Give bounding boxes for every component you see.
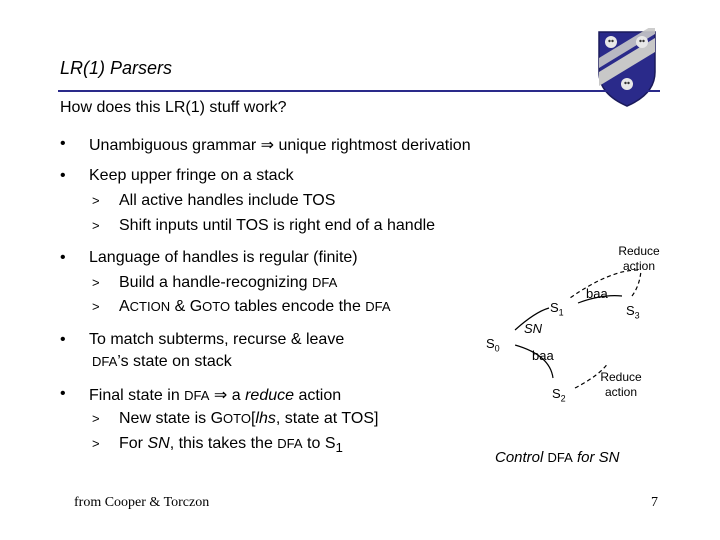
bullet-text: To match subterms, recurse & leave (89, 331, 345, 348)
sub-bullet-text: ACTION & GOTO tables encode the DFA (119, 298, 391, 315)
sub-bullet-text: For SN, this takes the DFA to $S_1$ (119, 435, 343, 456)
sub-bullet-marker: > (92, 436, 100, 451)
bullet-marker: • (60, 249, 66, 266)
bullet-marker: • (60, 331, 66, 348)
reduce-action-label-top: Reduce action (618, 244, 660, 273)
sub-bullet-marker: > (92, 218, 100, 233)
sub-bullet-text: New state is GOTO[lhs, state at TOS] (119, 410, 379, 427)
diagram-caption: Control DFA for SN (495, 449, 620, 466)
bullet-text: Language of handles is regular (finite) (89, 249, 358, 266)
bullet-marker: • (60, 135, 66, 152)
bullet-marker: • (60, 385, 66, 402)
intro-question: How does this LR(1) stuff work? (60, 99, 287, 116)
sub-bullet-marker: > (92, 275, 100, 290)
edge-label-sn: SN (524, 321, 543, 336)
state-s3: $S_3$ (626, 303, 640, 321)
slide-footer: from Cooper & Torczon (74, 495, 210, 510)
bullet-text: Unambiguous grammar ⇒ unique rightmost derivation (89, 137, 471, 154)
state-s1: $S_1$ (550, 300, 564, 318)
page-number: 7 (651, 495, 658, 510)
sub-bullet-marker: > (92, 299, 100, 314)
edge-label-baa-lower: baa (532, 348, 554, 363)
state-s2: $S_2$ (552, 386, 566, 404)
state-s0: $S_0$ (486, 336, 500, 354)
bullet-text: Keep upper fringe on a stack (89, 167, 294, 184)
bullet-text-continuation: DFA’s state on stack (92, 353, 232, 370)
slide-title: LR(1) Parsers (60, 58, 173, 78)
bullet-text: Final state in DFA ⇒ a reduce action (89, 387, 342, 404)
bullet-marker: • (60, 167, 66, 184)
sub-bullet-text: All active handles include TOS (119, 192, 336, 209)
sub-bullet-text: Shift inputs until TOS is right end of a handle (119, 217, 436, 234)
sub-bullet-marker: > (92, 411, 100, 426)
reduce-action-label-bottom: Reduce action (600, 370, 642, 399)
sub-bullet-marker: > (92, 193, 100, 208)
edge-label-baa-upper: baa (586, 286, 608, 301)
sub-bullet-text: Build a handle-recognizing DFA (119, 274, 338, 291)
